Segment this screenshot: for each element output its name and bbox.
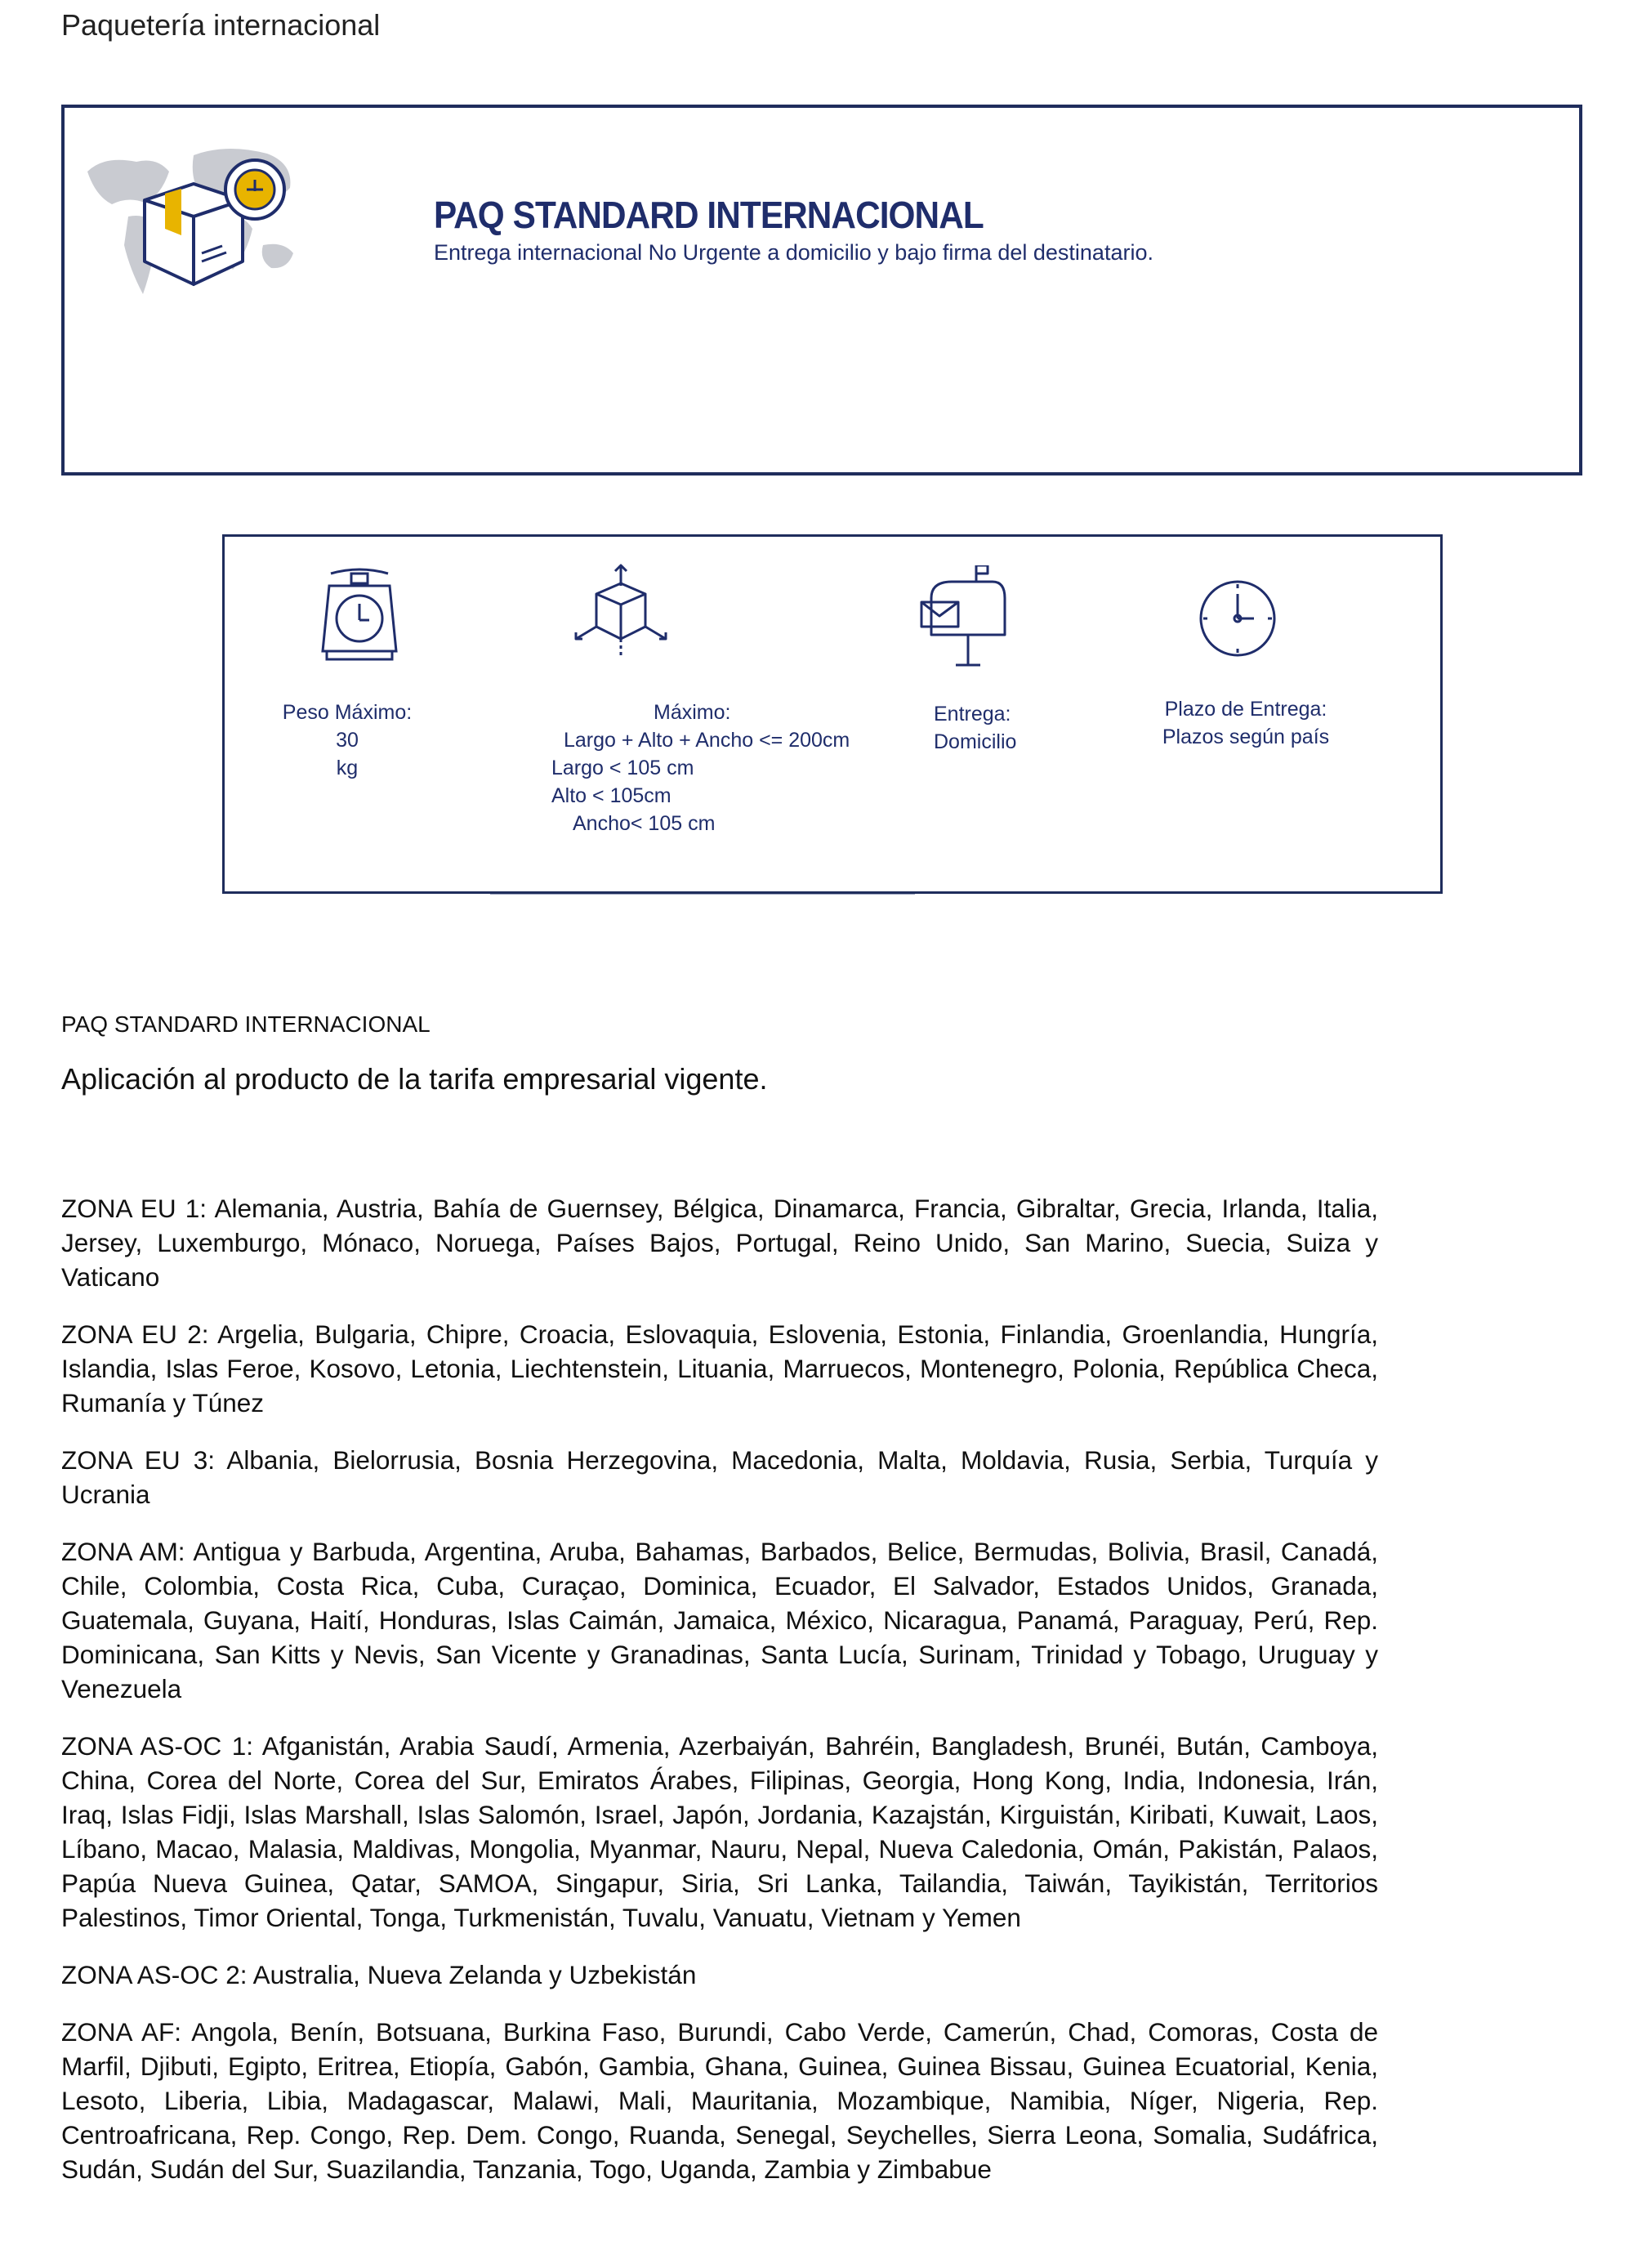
divider xyxy=(490,894,915,895)
scale-icon xyxy=(315,561,404,667)
page-header: Paquetería internacional xyxy=(61,8,381,42)
spec-deadline-line1: Plazo de Entrega: xyxy=(1164,698,1327,721)
mailbox-icon xyxy=(915,565,1013,672)
spec-dimensions-line4: Alto < 105cm xyxy=(551,784,671,807)
zone-list xyxy=(61,1191,1378,2209)
zone-as-oc-1: ZONA AS-OC 1: Afganistán, Arabia Saudí, Armenia, Azerbaiyán, Bahréin, Bangladesh, Brunéi, Bután, Camboya, China, Corea del Norte, Corea del Sur, Emiratos Árabes, Filipinas, Georgia, Hong Kong, India, Indonesia, Irán, Iraq, Islas Fidji, Islas Marshall, Islas Salomón, Israel, Japón, Jordania, Kazajstán, Kirguistán, Kiribati, Kuwait, Laos, Líbano, Macao, Malasia, Maldivas, Mongolia, Myanmar, Nauru, Nepal, Nueva Caledonia, Omán, Pakistán, Palaos, Papúa Nueva Guinea, Qatar, SAMOA, Singapur, Siria, Sri Lanka, Tailandia, Taiwán, Tayikistán, Territorios Palestinos, Timor Oriental, Tonga, Turkmenistán, Tuvalu, Vanuatu, Vietnam y Yemen xyxy=(61,1731,1378,1932)
zone-am: ZONA AM: Antigua y Barbuda, Argentina, Aruba, Bahamas, Barbados, Belice, Bermudas, Bolivia, Brasil, Canadá, Chile, Colombia, Costa Rica, Cuba, Curaçao, Dominica, Ecuador, El Salvador, Estados Unidos, Granada, Guatemala, Guyana, Haití, Honduras, Islas Caimán, Jamaica, México, Nicaragua, Panamá, Paraguay, Perú, Rep. Dominicana, San Kitts y Nevis, San Vicente y Granadinas, Santa Lucía, Surinam, Trinidad y Tobago, Uruguay y Venezuela xyxy=(61,1537,1378,1703)
zone-eu-1: ZONA EU 1: Alemania, Austria, Bahía de Guernsey, Bélgica, Dinamarca, Francia, Gibraltar, Grecia, Irlanda, Italia, Jersey, Luxemburgo, Mónaco, Noruega, Países Bajos, Portugal, Reino Unido, San Marino, Suecia, Suiza y Vaticano xyxy=(61,1194,1378,1292)
spec-delivery-line2: Domicilio xyxy=(934,730,1017,753)
product-card xyxy=(61,105,1582,475)
product-title: PAQ STANDARD INTERNACIONAL xyxy=(434,194,984,236)
spec-delivery-line1: Entrega: xyxy=(934,703,1011,725)
product-subtitle: Entrega internacional No Urgente a domicilio y bajo firma del destinatario. xyxy=(434,240,1153,265)
section-label: PAQ STANDARD INTERNACIONAL xyxy=(61,1011,431,1037)
spec-weight-line1: Peso Máximo: 30 xyxy=(282,701,413,752)
specs-panel xyxy=(222,534,1443,894)
zone-as-oc-2: ZONA AS-OC 2: Australia, Nueva Zelanda y Uzbekistán xyxy=(61,1960,697,1989)
zone-eu-3: ZONA EU 3: Albania, Bielorrusia, Bosnia Herzegovina, Macedonia, Malta, Moldavia, Rusia, Serbia, Turquía y Ucrania xyxy=(61,1445,1378,1509)
spec-dimensions-line2: Largo + Alto + Ancho <= 200cm xyxy=(564,729,850,752)
spec-deadline xyxy=(1140,695,1352,751)
spec-weight-line2: kg xyxy=(336,757,359,779)
box-dimensions-icon xyxy=(568,557,674,663)
spec-dimensions-line3: Largo < 105 cm xyxy=(551,757,694,779)
zone-af: ZONA AF: Angola, Benín, Botsuana, Burkina Faso, Burundi, Cabo Verde, Camerún, Chad, Comoras, Costa de Marfil, Djibuti, Egipto, Eritrea, Etiopía, Gabón, Gambia, Ghana, Guinea, Guinea Bissau, Guinea Ecuatorial, Kenia, Lesoto, Liberia, Libia, Madagascar, Malawi, Mali, Mauritania, Mozambique, Namibia, Níger, Nigeria, Rep. Centroafricana, Rep. Congo, Rep. Dem. Congo, Ruanda, Senegal, Seychelles, Sierra Leona, Somalia, Sudáfrica, Sudán, Sudán del Sur, Suazilandia, Tanzania, Togo, Uganda, Zambia y Zimbabue xyxy=(61,2017,1378,2184)
spec-dimensions xyxy=(551,699,870,837)
spec-dimensions-line1: Máximo: xyxy=(654,701,731,724)
spec-delivery xyxy=(934,700,1073,756)
parcel-world-map-icon xyxy=(79,139,300,302)
spec-weight xyxy=(270,699,425,782)
spec-deadline-line2: Plazos según país xyxy=(1162,725,1330,748)
spec-dimensions-line5: Ancho< 105 cm xyxy=(573,812,716,835)
zone-eu-2: ZONA EU 2: Argelia, Bulgaria, Chipre, Croacia, Eslovaquia, Eslovenia, Estonia, Finlandia, Groenlandia, Hungría, Islandia, Islas Feroe, Kosovo, Letonia, Liechtenstein, Lituania, Marruecos, Montenegro, Polonia, República Checa, Rumanía y Túnez xyxy=(61,1319,1378,1418)
clock-icon xyxy=(1193,574,1283,663)
intro-text: Aplicación al producto de la tarifa empresarial vigente. xyxy=(61,1062,768,1096)
